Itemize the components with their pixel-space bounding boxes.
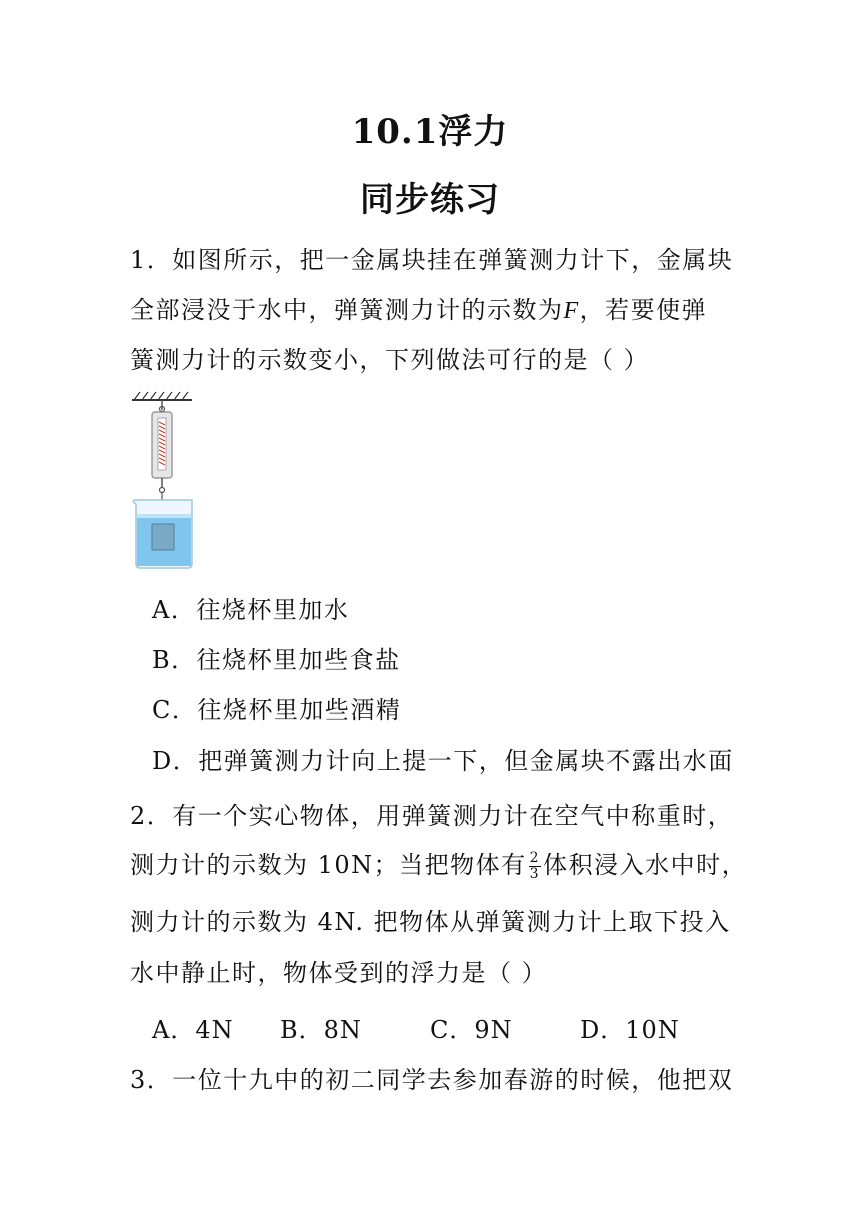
page-subtitle: 同步练习 <box>360 180 500 220</box>
q1-option-a: A．往烧杯里加水 <box>152 596 350 624</box>
q2-line-2 <box>130 845 747 882</box>
q1-line-2-tail: ，若要使弹 <box>579 296 708 324</box>
q2-fraction-den: 3 <box>529 866 541 882</box>
q1-line-1: 1．如图所示，把一金属块挂在弹簧测力计下，金属块 <box>130 246 734 274</box>
q1-line-2-text: 全部浸没于水中，弹簧测力计的示数为 <box>130 296 564 324</box>
q1-option-d: D．把弹簧测力计向上提一下，但金属块不露出水面 <box>152 747 734 775</box>
q3-line-1: 3．一位十九中的初二同学去参加春游的时候，他把双 <box>130 1066 734 1094</box>
q2-line-3: 测力计的示数为 4N. 把物体从弹簧测力计上取下投入 <box>130 908 731 936</box>
q2-option-c: C．9N <box>430 1016 513 1044</box>
q1-var-f: F <box>563 298 580 324</box>
q1-line-2 <box>130 290 707 325</box>
spring-scale-figure <box>128 388 208 570</box>
q2-option-a: A．4N <box>152 1016 234 1044</box>
water-surface <box>137 514 191 518</box>
q2-line-2-head: 测力计的示数为 10N；当把物体有 <box>130 851 527 879</box>
q1-option-c: C．往烧杯里加些酒精 <box>152 696 402 724</box>
q2-fraction <box>529 851 541 882</box>
q1-option-b: B．往烧杯里加些食盐 <box>152 646 401 674</box>
ceiling-hatch <box>134 392 188 400</box>
metal-block <box>152 524 174 550</box>
q1-line-3: 簧测力计的示数变小，下列做法可行的是（ ） <box>130 346 650 374</box>
q2-line-4: 水中静止时，物体受到的浮力是（ ） <box>130 959 548 987</box>
q2-option-d: D．10N <box>580 1016 680 1044</box>
q2-option-b: B．8N <box>280 1016 362 1044</box>
q2-line-1: 2．有一个实心物体，用弹簧测力计在空气中称重时， <box>130 802 734 830</box>
q2-fraction-num: 2 <box>529 850 541 866</box>
page-title: 10.1浮力 <box>351 112 509 152</box>
q2-line-2-tail: 体积浸入水中时， <box>543 851 748 879</box>
